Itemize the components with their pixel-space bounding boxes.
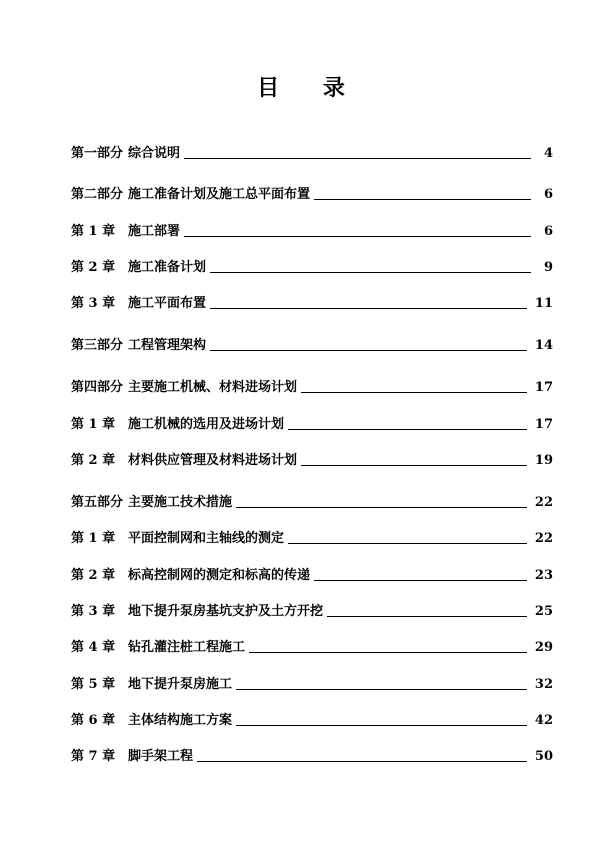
- toc-entry-label: [71, 495, 232, 511]
- toc-entry-number: 第 2 章: [71, 568, 116, 583]
- toc-page-number: 6: [543, 187, 553, 202]
- toc-entry[interactable]: [71, 673, 553, 693]
- toc-entry-number: 第 6 章: [71, 713, 116, 728]
- toc-entry-number: 第 3 章: [71, 296, 116, 311]
- toc-page-number: 29: [534, 640, 553, 655]
- toc-leader-line: [197, 760, 527, 762]
- toc-entry[interactable]: [71, 220, 553, 240]
- toc-leader-line: [184, 157, 531, 159]
- toc-heading: 目 录: [257, 75, 363, 101]
- toc-entry[interactable]: [71, 449, 553, 469]
- toc-entry-number: 第 4 章: [71, 640, 116, 655]
- toc-entry-number: 第 5 章: [71, 677, 116, 692]
- toc-leader-line: [236, 724, 527, 726]
- toc-leader-line: [236, 688, 527, 690]
- toc-page-number: 50: [534, 749, 553, 764]
- toc-page-number: 11: [534, 296, 553, 311]
- toc-page-number: 25: [534, 604, 553, 619]
- toc-entry-number: 第二部分: [71, 187, 124, 202]
- toc-leader-line: [314, 579, 527, 581]
- toc-leader-line: [314, 198, 531, 200]
- toc-leader-line: [327, 615, 527, 617]
- toc-leader-line: [288, 428, 527, 430]
- toc-entry[interactable]: [71, 376, 553, 396]
- toc-entry[interactable]: [71, 142, 553, 162]
- toc-entry[interactable]: [71, 413, 553, 433]
- toc-entry-title: 施工准备计划及施工总平面布置: [128, 187, 311, 202]
- toc-entry-number: 第三部分: [71, 338, 124, 353]
- toc-entry-title: 工程管理架构: [128, 338, 207, 353]
- toc-entry-label: [71, 338, 206, 354]
- toc-entry-title: 标高控制网的测定和标高的传递: [128, 568, 311, 583]
- toc-entry-title: 施工部署: [128, 224, 181, 239]
- toc-page-number: 4: [543, 146, 553, 161]
- toc-page-number: 14: [534, 338, 553, 353]
- toc-leader-line: [249, 651, 527, 653]
- toc-entry-number: 第 1 章: [71, 531, 116, 546]
- toc-entry-title: 钻孔灌注桩工程施工: [128, 640, 246, 655]
- toc-entry[interactable]: [71, 564, 553, 584]
- toc-page-number: 17: [534, 380, 553, 395]
- toc-leader-line: [210, 307, 527, 309]
- toc-entry-label: [71, 453, 297, 469]
- toc-entry-title: 主要施工机械、材料进场计划: [128, 380, 298, 395]
- toc-entry-label: [71, 604, 323, 620]
- toc-page-number: 32: [534, 677, 553, 692]
- toc-entry[interactable]: [71, 292, 553, 312]
- toc-page-number: 17: [534, 417, 553, 432]
- toc-page-number: 6: [543, 224, 553, 239]
- toc-page-number: 9: [543, 260, 553, 275]
- toc-entry-number: 第 2 章: [71, 453, 116, 468]
- toc-entry-label: [71, 640, 245, 656]
- toc-entry-label: [71, 380, 297, 396]
- toc-entry-number: 第一部分: [71, 146, 124, 161]
- toc-entry-label: [71, 224, 180, 240]
- toc-entry-label: [71, 568, 310, 584]
- toc-entry-label: [71, 531, 284, 547]
- toc-entry-label: [71, 296, 206, 312]
- toc-page-number: 22: [534, 495, 553, 510]
- toc-entry-title: 地下提升泵房施工: [128, 677, 233, 692]
- toc-entry[interactable]: [71, 334, 553, 354]
- toc-entry[interactable]: [71, 256, 553, 276]
- toc-entry-title: 施工机械的选用及进场计划: [128, 417, 285, 432]
- toc-entry[interactable]: [71, 709, 553, 729]
- toc-entry-number: 第 1 章: [71, 417, 116, 432]
- toc-entry-number: 第 1 章: [71, 224, 116, 239]
- toc-entry-label: [71, 749, 193, 765]
- toc-entry[interactable]: [71, 600, 553, 620]
- toc-entry-label: [71, 187, 310, 203]
- toc-leader-line: [301, 391, 527, 393]
- toc-page-number: 42: [534, 713, 553, 728]
- toc-leader-line: [301, 464, 527, 466]
- toc-leader-line: [288, 542, 527, 544]
- toc-entry-title: 材料供应管理及材料进场计划: [128, 453, 298, 468]
- toc-entry-label: [71, 677, 232, 693]
- toc-entry-number: 第四部分: [71, 380, 124, 395]
- toc-leader-line: [184, 235, 531, 237]
- toc-leader-line: [210, 271, 531, 273]
- toc-entry-title: 脚手架工程: [128, 749, 194, 764]
- toc-entry-title: 施工准备计划: [128, 260, 207, 275]
- toc-entry-title: 主要施工技术措施: [128, 495, 233, 510]
- toc-entry-number: 第 7 章: [71, 749, 116, 764]
- toc-entry-label: [71, 713, 232, 729]
- toc-page-number: 22: [534, 531, 553, 546]
- toc-page-number: 19: [534, 453, 553, 468]
- toc-entry[interactable]: [71, 745, 553, 765]
- toc-entry[interactable]: [71, 527, 553, 547]
- toc-entry-number: 第 2 章: [71, 260, 116, 275]
- toc-entry-title: 施工平面布置: [128, 296, 207, 311]
- toc-entry-title: 地下提升泵房基坑支护及土方开挖: [128, 604, 324, 619]
- toc-entry-label: [71, 417, 284, 433]
- toc-entry-title: 主体结构施工方案: [128, 713, 233, 728]
- toc-entry-label: [71, 260, 206, 276]
- toc-leader-line: [236, 506, 527, 508]
- toc-entry-number: 第 3 章: [71, 604, 116, 619]
- toc-entry[interactable]: [71, 183, 553, 203]
- toc-entry[interactable]: [71, 491, 553, 511]
- toc-entry[interactable]: [71, 636, 553, 656]
- toc-entry-title: 平面控制网和主轴线的测定: [128, 531, 285, 546]
- toc-leader-line: [210, 349, 527, 351]
- toc-entry-label: [71, 146, 180, 162]
- toc-page-number: 23: [534, 568, 553, 583]
- toc-entry-number: 第五部分: [71, 495, 124, 510]
- toc-entry-title: 综合说明: [128, 146, 181, 161]
